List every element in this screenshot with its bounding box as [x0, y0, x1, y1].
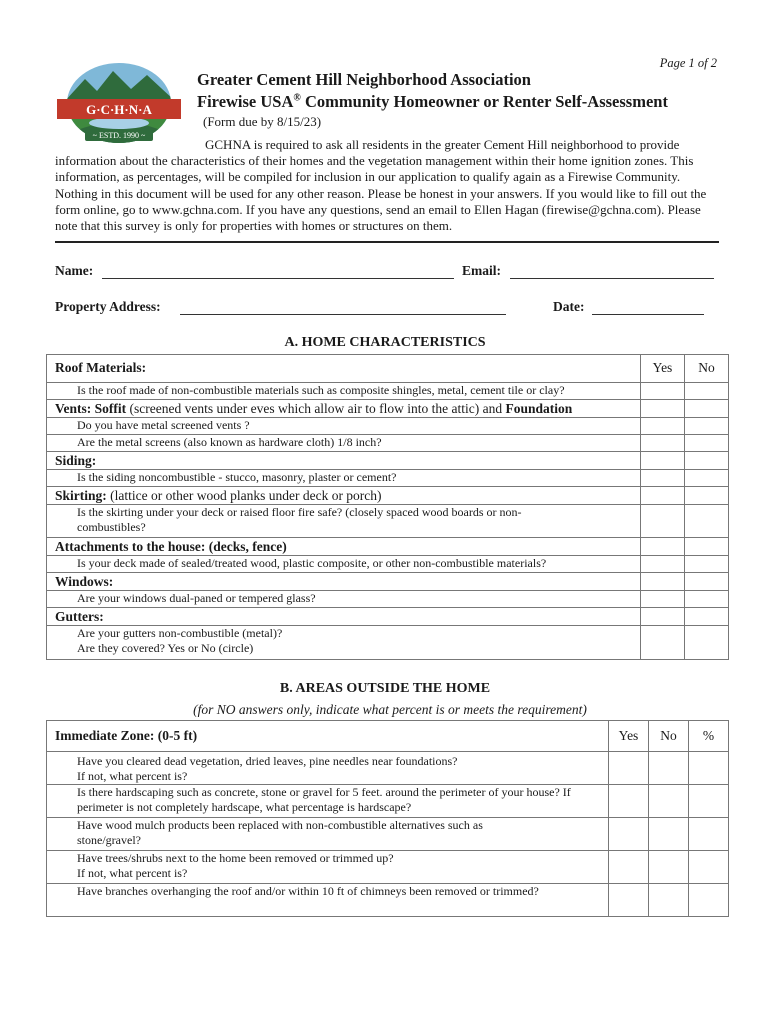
answer-no-cell[interactable]: [685, 556, 729, 573]
email-label: Email:: [462, 263, 501, 278]
answer-percent-cell[interactable]: [689, 818, 729, 851]
answer-no-cell[interactable]: [685, 505, 729, 538]
logo-estd: ~ ESTD. 1990 ~: [92, 131, 146, 140]
answer-yes-cell[interactable]: [641, 435, 685, 452]
answer-yes-cell[interactable]: [641, 470, 685, 487]
answer-yes-cell[interactable]: [641, 505, 685, 538]
question-vents-2: Are the metal screens (also known as hardware cloth) 1/8 inch?: [47, 435, 641, 452]
areas-outside-table: [46, 720, 729, 917]
blank-cell: [641, 487, 685, 505]
page-number: Page 1 of 2: [659, 56, 717, 70]
answer-no-cell[interactable]: [685, 418, 729, 435]
answer-no-cell[interactable]: [649, 851, 689, 884]
answer-yes-cell[interactable]: [609, 851, 649, 884]
gchna-logo: [55, 61, 183, 145]
no-column-header: No: [685, 355, 729, 383]
answer-percent-cell[interactable]: [689, 752, 729, 785]
date-field[interactable]: [592, 300, 704, 315]
roof-materials-header: Roof Materials:: [47, 355, 641, 383]
address-field[interactable]: [180, 300, 506, 315]
form-title-line2: Firewise USA® Community Homeowner or Renter Self-Assessment: [197, 92, 668, 111]
answer-yes-cell[interactable]: [609, 785, 649, 818]
blank-cell: [641, 452, 685, 470]
question-roof: Is the roof made of non-combustible materials such as composite shingles, metal, cement tile or clay?: [47, 383, 641, 400]
yes-column-header: Yes: [609, 721, 649, 752]
yes-column-header: Yes: [641, 355, 685, 383]
answer-yes-cell[interactable]: [641, 556, 685, 573]
answer-no-cell[interactable]: [685, 435, 729, 452]
answer-no-cell[interactable]: [685, 626, 729, 660]
answer-yes-cell[interactable]: [641, 383, 685, 400]
attachments-category: Attachments to the house: (decks, fence): [47, 538, 641, 556]
question-hardscaping: Is there hardscaping such as concrete, stone or gravel for 5 feet. around the perimeter of your house? If perimeter is not completely hardscape, what percentage is hardscape?: [47, 785, 609, 818]
answer-yes-cell[interactable]: [641, 626, 685, 660]
answer-no-cell[interactable]: [649, 752, 689, 785]
question-trees-shrubs: Have trees/shrubs next to the home been removed or trimmed up? If not, what percent is?: [47, 851, 609, 884]
siding-category: Siding:: [47, 452, 641, 470]
intro-paragraph: GCHNA is required to ask all residents in the greater Cement Hill neighborhood to provide information about the characteristics of their homes and the vegetation management within their home ignition zones. This information, as percentages, will be compiled for inclusion in our application to qualify again as a Firewise Community. Nothing in this document will be used for any other reason. Please be honest in your answers. If you would like to fill out the form online, go to www.gchna.com. If you have any questions, send an email to Ellen Hagan (firewise@gchna.com). Please note that this survey is only for properties with homes or structures on them.: [55, 137, 707, 234]
section-b-subtitle: (for NO answers only, indicate what percent is or meets the requirement): [193, 702, 587, 717]
blank-cell: [641, 573, 685, 591]
windows-category: Windows:: [47, 573, 641, 591]
question-attachments: Is your deck made of sealed/treated wood, plastic composite, or other non-combustible materials?: [47, 556, 641, 573]
blank-cell: [685, 487, 729, 505]
blank-cell: [641, 608, 685, 626]
question-dead-vegetation: Have you cleared dead vegetation, dried leaves, pine needles near foundations? If not, what percent is?: [47, 752, 609, 785]
answer-yes-cell[interactable]: [641, 418, 685, 435]
section-b-title: B. AREAS OUTSIDE THE HOME: [279, 681, 491, 696]
due-date: (Form due by 8/15/23): [203, 114, 322, 129]
answer-percent-cell[interactable]: [689, 884, 729, 917]
answer-no-cell[interactable]: [649, 884, 689, 917]
answer-no-cell[interactable]: [649, 785, 689, 818]
question-overhanging-branches: Have branches overhanging the roof and/or within 10 ft of chimneys been removed or trimmed?: [47, 884, 609, 917]
section-a-title: A. HOME CHARACTERISTICS: [284, 335, 486, 350]
name-label: Name:: [55, 263, 94, 278]
form-title-line1: Greater Cement Hill Neighborhood Association: [197, 70, 531, 89]
blank-cell: [641, 538, 685, 556]
vents-category: Vents: Soffit (screened vents under eves which allow air to flow into the attic) and Foundation: [47, 400, 641, 418]
question-skirting: Is the skirting under your deck or raised floor fire safe? (closely spaced wood boards or non-combustibles?: [47, 505, 641, 538]
answer-yes-cell[interactable]: [609, 752, 649, 785]
blank-cell: [685, 400, 729, 418]
skirting-category: Skirting: (lattice or other wood planks under deck or porch): [47, 487, 641, 505]
answer-no-cell[interactable]: [685, 383, 729, 400]
date-label: Date:: [553, 299, 585, 314]
gutters-category: Gutters:: [47, 608, 641, 626]
no-column-header: No: [649, 721, 689, 752]
question-wood-mulch: Have wood mulch products been replaced with non-combustible alternatives such as stone/gravel?: [47, 818, 609, 851]
blank-cell: [641, 400, 685, 418]
percent-column-header: %: [689, 721, 729, 752]
answer-percent-cell[interactable]: [689, 851, 729, 884]
name-field[interactable]: [102, 264, 454, 279]
answer-no-cell[interactable]: [649, 818, 689, 851]
blank-cell: [685, 608, 729, 626]
question-windows: Are your windows dual-paned or tempered glass?: [47, 591, 641, 608]
answer-yes-cell[interactable]: [641, 591, 685, 608]
home-characteristics-table: [46, 354, 729, 660]
question-siding: Is the siding noncombustible - stucco, masonry, plaster or cement?: [47, 470, 641, 487]
address-label: Property Address:: [55, 299, 161, 314]
answer-no-cell[interactable]: [685, 591, 729, 608]
answer-percent-cell[interactable]: [689, 785, 729, 818]
answer-no-cell[interactable]: [685, 470, 729, 487]
email-field[interactable]: [510, 264, 714, 279]
answer-yes-cell[interactable]: [609, 884, 649, 917]
question-gutters: Are your gutters non-combustible (metal)? Are they covered? Yes or No (circle): [47, 626, 641, 660]
blank-cell: [685, 573, 729, 591]
immediate-zone-header: Immediate Zone: (0-5 ft): [47, 721, 609, 752]
blank-cell: [685, 538, 729, 556]
logo-text: G·C·H·N·A: [86, 102, 152, 117]
blank-cell: [685, 452, 729, 470]
answer-yes-cell[interactable]: [609, 818, 649, 851]
question-vents-1: Do you have metal screened vents ?: [47, 418, 641, 435]
header-divider: [55, 241, 719, 243]
